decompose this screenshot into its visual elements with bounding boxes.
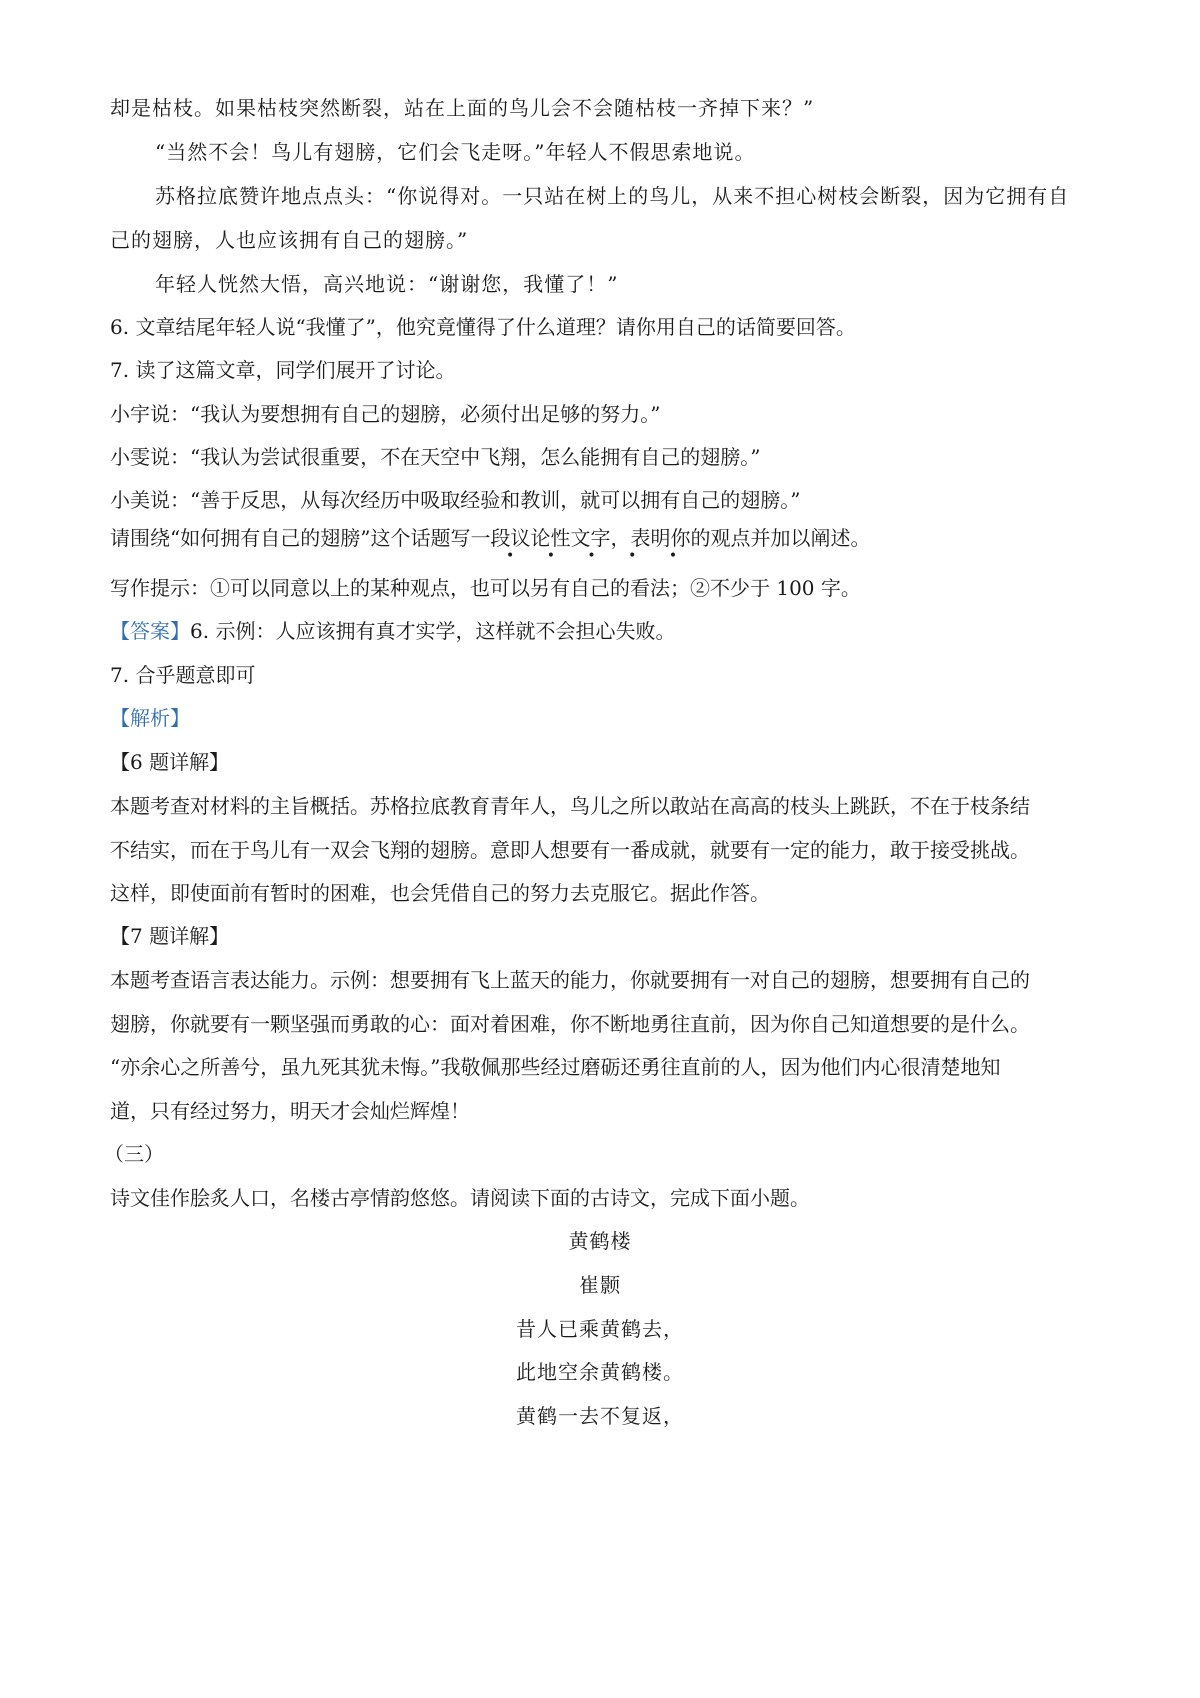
opinion-xiaomei: 小美说：“善于反思，从每次经历中吸取经验和教训，就可以拥有自己的翅膀。” [110, 488, 801, 512]
poem-title: 黄鹤楼 [568, 1229, 632, 1253]
writing-task: 请围绕“如何拥有自己的翅膀”这个话题写一段议论性文字，表明你的观点并加以阐述。 [110, 526, 871, 550]
analysis-tag: 【解析】 [110, 706, 190, 730]
answer-7: 7. 合乎题意即可 [110, 663, 256, 687]
opinion-xiaoyu: 小宇说：“我认为要想拥有自己的翅膀，必须付出足够的努力。” [110, 402, 661, 426]
answer-tag: 【答案】 [110, 619, 190, 643]
detail-6-text: 本题考查对材料的主旨概括。苏格拉底教育青年人，鸟儿之所以敢站在高高的枝头上跳跃，不在于枝条结 [110, 794, 1030, 818]
answer-6: 6. 示例：人应该拥有真才实学，这样就不会担心失败。 [190, 619, 676, 643]
poem-line: 昔人已乘黄鹤去， [516, 1317, 684, 1341]
detail-7-text: 本题考查语言表达能力。示例：想要拥有飞上蓝天的能力，你就要拥有一对自己的翅膀，想要拥有自己的 [110, 968, 1030, 992]
detail-7-text: “亦余心之所善兮，虽九死其犹未悔。”我敬佩那些经过磨砺还勇往直前的人，因为他们内心很清楚地知 [110, 1055, 1001, 1079]
story-line: “当然不会！鸟儿有翅膀，它们会飞走呀。”年轻人不假思索地说。 [155, 140, 756, 164]
detail-6-text: 不结实，而在于鸟儿有一双会飞翔的翅膀。意即人想要有一番成就，就要有一定的能力，敢于接受挑战。 [110, 838, 1030, 862]
answer-line [110, 617, 1100, 645]
poem-line: 此地空余黄鹤楼。 [516, 1360, 684, 1384]
story-line: 苏格拉底赞许地点点头：“你说得对。一只站在树上的鸟儿，从来不担心树枝会断裂，因为它拥有自 [155, 184, 1070, 208]
detail-6-text: 这样，即使面前有暂时的困难，也会凭借自己的努力去克服它。据此作答。 [110, 881, 770, 905]
poem-author: 崔颢 [579, 1273, 621, 1297]
detail-6-title: 【6 题详解】 [110, 750, 230, 774]
writing-tip: 写作提示：①可以同意以上的某种观点，也可以另有自己的看法；②不少于 100 字。 [110, 576, 861, 600]
section-heading: （三） [104, 1142, 164, 1166]
emphasis-dots: • • • • • [506, 548, 692, 564]
detail-7-text: 道，只有经过努力，明天才会灿烂辉煌！ [110, 1099, 470, 1123]
opinion-xiaowen: 小雯说：“我认为尝试很重要，不在天空中飞翔，怎么能拥有自己的翅膀。” [110, 445, 761, 469]
question-7: 7. 读了这篇文章，同学们展开了讨论。 [110, 358, 456, 382]
section-intro: 诗文佳作脍炙人口，名楼古亭情韵悠悠。请阅读下面的古诗文，完成下面小题。 [110, 1186, 810, 1210]
poem-line: 黄鹤一去不复返， [516, 1404, 684, 1428]
question-6: 6. 文章结尾年轻人说“我懂了”，他究竟懂得了什么道理？请你用自己的话简要回答。 [110, 315, 856, 339]
detail-7-title: 【7 题详解】 [110, 924, 230, 948]
story-line: 年轻人恍然大悟，高兴地说：“谢谢您，我懂了！” [155, 272, 619, 296]
story-line: 己的翅膀，人也应该拥有自己的翅膀。” [110, 228, 469, 252]
story-line: 却是枯枝。如果枯枝突然断裂，站在上面的鸟儿会不会随枯枝一齐掉下来？” [110, 96, 815, 120]
detail-7-text: 翅膀，你就要有一颗坚强而勇敢的心：面对着困难，你不断地勇往直前，因为你自己知道想要的是什么。 [110, 1012, 1030, 1036]
